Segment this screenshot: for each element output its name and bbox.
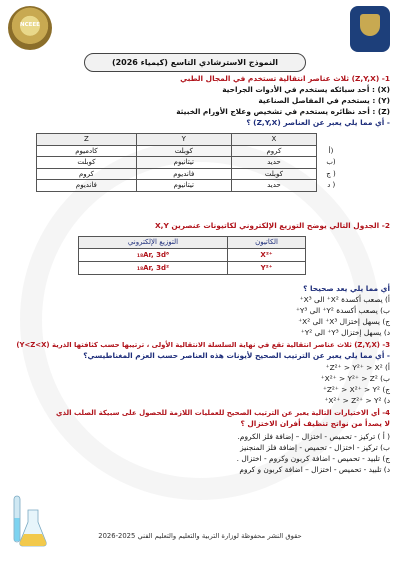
table-row [79, 248, 306, 261]
q3-option-a[interactable]: أ) Z²⁺ > Y²⁺ > X²⁺ [325, 363, 390, 372]
table-row [79, 261, 306, 274]
table-cell: ₁₈Ar, 3d² [79, 261, 228, 274]
q4-stem: 4- أي الاختيارات التالية يعبر عن الترتيب الصحيح للعمليات اللازمة للحصول على سبيكة الصلب الذي [56, 409, 390, 417]
table-cell: كروم [231, 145, 316, 157]
q2-stem: 2- الجدول التالي يوضح التوزيع الإلكتروني لكاتيونات عنصرين X,Y [154, 221, 390, 230]
q4-option-a[interactable]: ( أ ) تركيز - تحميص - اختزال – إضافة فلز الكروم. [237, 432, 390, 441]
q2-option-b[interactable]: ب) يصعب أكسدة Y²⁺ الى Y³⁺ [295, 306, 390, 315]
q2-header-config: التوزيع الإلكتروني [79, 237, 228, 249]
q1-prompt: - أي مما يلي يعبر عن العناصر (Z,Y,X) ؟ [246, 118, 390, 127]
table-cell: تيتانيوم [136, 157, 231, 169]
option-label: أ) [328, 146, 334, 155]
table-cell: كوبلت [136, 145, 231, 157]
q1-y-line: (Y) : يستخدم في المفاصل الصناعية [258, 96, 390, 105]
table-row[interactable] [37, 145, 346, 157]
copyright-footer: حقوق النشر محفوظة لوزارة التربية والتعليم والتعليم الفني 2025-2026 [98, 532, 302, 540]
table-row[interactable] [37, 180, 346, 192]
table-cell: تيتانيوم [136, 180, 231, 192]
q3-prompt: - أي مما يلي يعبر عن الترتيب الصحيح لأيونات هذه العناصر حسب العزم المغناطيسي؟ [83, 351, 390, 360]
q2-header-cation: الكاتيون [228, 237, 306, 249]
q4-stem-line2: لا يصدأ من نواتج تنظيف أفران الاختزال ؟ [240, 419, 390, 428]
table-cell: حديد [231, 180, 316, 192]
lab-glassware-illustration [10, 490, 50, 550]
q2-option-c[interactable]: ج) يسهل إختزال X³⁺ الى X²⁺ [298, 317, 390, 326]
q1-header-x: X [231, 134, 316, 146]
option-label: ج ) [326, 169, 336, 178]
table-cell: كوبلت [231, 168, 316, 180]
table-cell: فانديوم [37, 180, 137, 192]
table-cell: ₁₈Ar, 3d⁶ [79, 248, 228, 261]
nceee-logo: NCEEE [8, 6, 52, 50]
q3-stem: 3- (Z,Y,X) ثلاث عناصر انتقالية تقع في نهاية السلسلة الانتقالية الأولى ، ترتيبها حسب كثافتها الذرية (Y<Z<X) [16, 341, 390, 349]
q4-option-b[interactable]: ب) تركيز - اختزال - تحميص - إضافة فلز المنجنيز [240, 443, 390, 452]
page-title: النموذج الاسترشادي التاسع (كيمياء 2026) [84, 53, 306, 72]
table-cell: حديد [231, 157, 316, 169]
table-cell: كوبلت [37, 157, 137, 169]
q3-option-b[interactable]: ب) X²⁺ > Y²⁺ > Z²⁺ [320, 374, 390, 383]
q2-table [78, 236, 306, 275]
q1-z-line: (Z) : أحد نظائره يستخدم في تشخيص وعلاج الأورام الخبيثة [176, 107, 390, 116]
table-cell: كروم [37, 168, 137, 180]
q4-option-d[interactable]: د) تلبيد - تحميص - اختزال – اضافة كربون و كروم [239, 465, 390, 474]
q1-x-line: (X) : أحد سبائكه يستخدم في الأدوات الجراحية [222, 85, 390, 94]
table-row[interactable] [37, 157, 346, 169]
ministry-logo [350, 6, 390, 52]
q3-option-c[interactable]: ج) Z²⁺ > X²⁺ > Y²⁺ [322, 385, 390, 394]
q1-header-z: Z [37, 134, 137, 146]
table-cell: كادميوم [37, 145, 137, 157]
table-cell: X²⁺ [228, 248, 306, 261]
option-label: د ) [327, 181, 336, 190]
q2-prompt: أي مما يلي يعد صحيحا ؟ [303, 284, 390, 293]
table-cell: Y²⁺ [228, 261, 306, 274]
option-label: ب) [326, 158, 336, 167]
q1-stem: 1- (Z,Y,X) ثلاث عناصر انتقالية تستخدم في المجال الطبي [180, 74, 390, 83]
table-cell: فانديوم [136, 168, 231, 180]
q1-header-y: Y [136, 134, 231, 146]
q2-option-d[interactable]: د) يسهل إختزال Y³⁺ الى Y²⁺ [300, 328, 390, 337]
q4-option-c[interactable]: ج) تلبيد - تحميص - اضافة كربون وكروم - اختزال . [236, 454, 390, 463]
q3-option-d[interactable]: د) X²⁺ > Z²⁺ > Y²⁺ [324, 396, 390, 405]
q2-option-a[interactable]: أ) يصعب أكسدة X²⁺ الى X³⁺ [299, 295, 390, 304]
q1-table [36, 133, 346, 192]
table-row[interactable] [37, 168, 346, 180]
